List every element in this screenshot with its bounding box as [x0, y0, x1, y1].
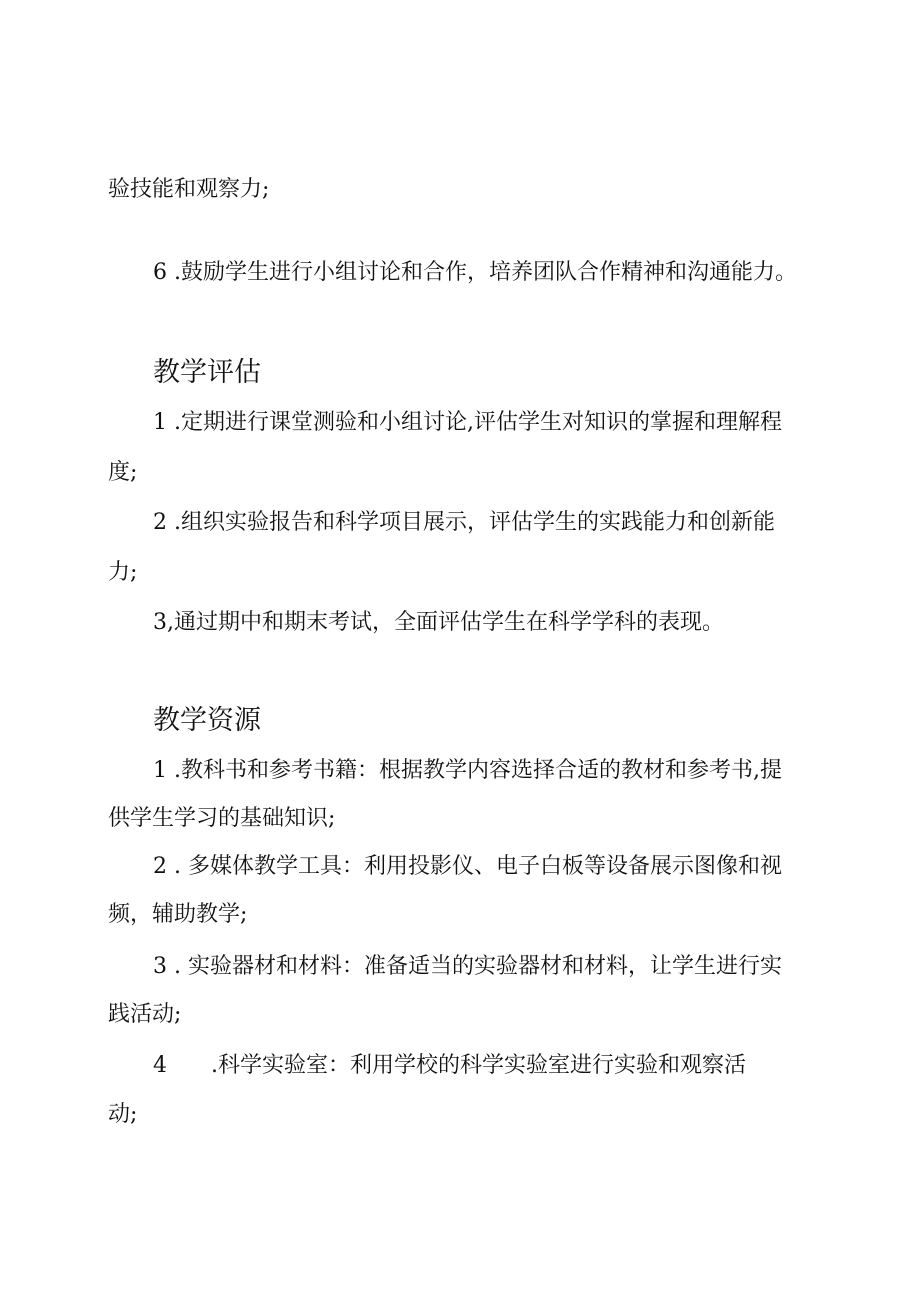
section-heading-assessment: 教学评估 [153, 357, 261, 388]
resource-item-2-continuation [108, 900, 828, 930]
list-text: .科学实验室：利用学校的科学实验室进行实验和观察活 [211, 1053, 746, 1078]
list-text: 动; [108, 1102, 138, 1127]
list-text: .组织实验报告和科学项目展示，评估学生的实践能力和创新能 [174, 510, 775, 535]
assessment-item-3 [153, 608, 833, 638]
list-number: 4 [153, 1053, 167, 1078]
list-text: 供学生学习的基础知识; [108, 806, 336, 831]
resource-item-4-continuation [108, 1100, 828, 1130]
list-text: 践活动; [108, 1002, 182, 1027]
list-text: 度; [108, 460, 138, 485]
list-number: 3 [153, 954, 167, 979]
assessment-item-2-continuation [108, 558, 828, 588]
list-number: 1 [153, 410, 167, 435]
assessment-item-2 [153, 508, 833, 538]
list-text: . 多媒体教学工具：利用投影仪、电子白板等设备展示图像和视 [174, 854, 782, 879]
assessment-item-1 [153, 408, 833, 438]
list-text: .鼓励学生进行小组讨论和合作，培养团队合作精神和沟通能力。 [174, 260, 797, 285]
list-text: 频，辅助教学; [108, 902, 248, 927]
paragraph-text: 验技能和观察力; [108, 177, 270, 202]
list-number: 1 [153, 758, 167, 783]
paragraph-continuation [108, 175, 828, 205]
list-number: 6 [153, 260, 167, 285]
resource-item-4 [153, 1051, 833, 1081]
list-text: 通过期中和期末考试，全面评估学生在科学学科的表现。 [174, 610, 725, 635]
assessment-item-1-continuation [108, 458, 828, 488]
list-number: 2 [153, 854, 167, 879]
list-item-6 [153, 258, 833, 288]
list-text: .定期进行课堂测验和小组讨论,评估学生对知识的掌握和理解程 [174, 410, 782, 435]
list-number: 2 [153, 510, 167, 535]
resource-item-2 [153, 852, 833, 882]
list-text: 力; [108, 560, 138, 585]
list-text: . 实验器材和材料：准备适当的实验器材和材料，让学生进行实 [174, 954, 782, 979]
resource-item-1 [153, 756, 833, 786]
list-text: .教科书和参考书籍：根据教学内容选择合适的教材和参考书,提 [174, 758, 782, 783]
section-heading-resources: 教学资源 [153, 705, 261, 736]
resource-item-3-continuation [108, 1000, 828, 1030]
resource-item-3 [153, 952, 833, 982]
resource-item-1-continuation [108, 804, 828, 834]
list-number: 3, [153, 610, 174, 635]
